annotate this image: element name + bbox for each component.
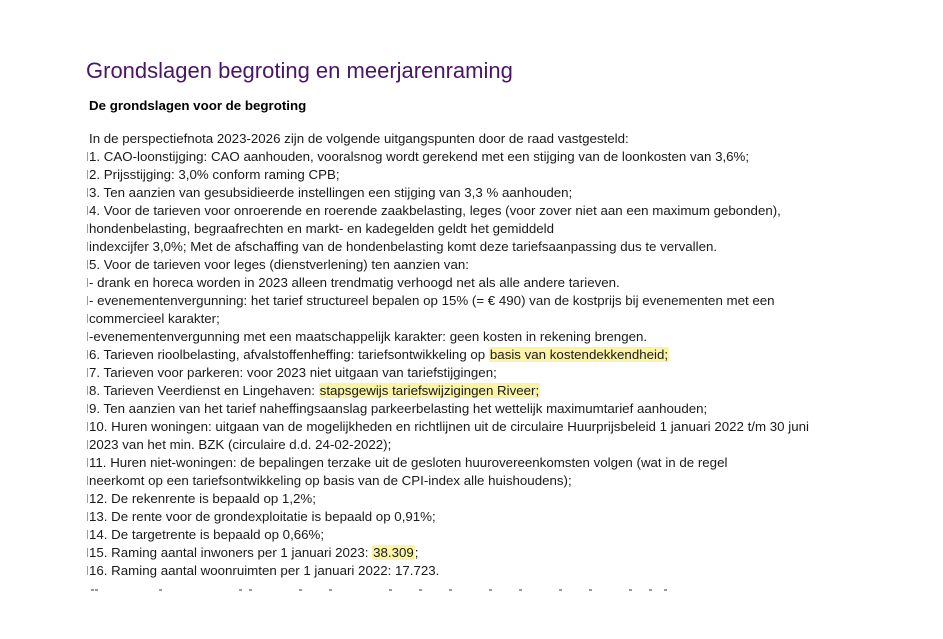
line-text: 2. Prijsstijging: 3,0% conform raming CPB; <box>89 167 340 182</box>
margin-mark <box>87 188 88 197</box>
margin-mark <box>87 206 88 215</box>
margin-mark <box>87 494 88 503</box>
cropped-text-line <box>89 584 669 592</box>
list-line <box>89 382 889 400</box>
margin-mark <box>87 440 88 449</box>
margin-mark <box>87 224 88 233</box>
line-text: 2023 van het min. BZK (circulaire d.d. 24-02-2022); <box>89 437 392 452</box>
margin-mark <box>87 548 88 557</box>
cropped-glyph-fragment <box>91 589 94 591</box>
cropped-glyph-fragment <box>329 589 332 591</box>
list-line <box>89 220 889 238</box>
line-text: 10. Huren woningen: uitgaan van de mogelijkheden en richtlijnen uit de circulaire Huurprijsbeleid 1 januari 2022 t/m 30 juni <box>89 419 809 434</box>
list-line <box>89 508 889 526</box>
list-line <box>89 454 889 472</box>
line-text: commercieel karakter; <box>89 311 220 326</box>
list-line <box>89 274 889 292</box>
margin-mark <box>87 566 88 575</box>
list-line <box>89 562 889 580</box>
list-line <box>89 526 889 544</box>
cropped-glyph-fragment <box>629 589 632 591</box>
line-text: -evenementenvergunning met een maatschappelijk karakter: geen kosten in rekening brengen. <box>89 329 648 344</box>
line-text: 1. CAO-loonstijging: CAO aanhouden, vooralsnog wordt gerekend met een stijging van de loonkosten van 3,6%; <box>89 149 750 164</box>
list-line <box>89 346 889 364</box>
list-line <box>89 328 889 346</box>
section-heading: De grondslagen voor de begroting <box>89 98 307 113</box>
line-text: hondenbelasting, begraafrechten en markt- en kadegelden geldt het gemiddeld <box>89 221 554 236</box>
list-line <box>89 400 889 418</box>
margin-mark <box>87 512 88 521</box>
cropped-glyph-fragment <box>449 589 452 591</box>
line-text: 8. Tarieven Veerdienst en Lingehaven: <box>89 383 319 398</box>
cropped-glyph-fragment <box>299 589 302 591</box>
list-line <box>89 166 889 184</box>
cropped-glyph-fragment <box>419 589 422 591</box>
list-line <box>89 202 889 220</box>
list-line <box>89 472 889 490</box>
line-text: 3. Ten aanzien van gesubsidieerde instellingen een stijging van 3,3 % aanhouden; <box>89 185 573 200</box>
cropped-glyph-fragment <box>519 589 522 591</box>
line-text: 14. De targetrente is bepaald op 0,66%; <box>89 527 325 542</box>
cropped-glyph-fragment <box>249 589 252 591</box>
list-line <box>89 238 889 256</box>
cropped-glyph-fragment <box>239 589 242 591</box>
line-text: 4. Voor de tarieven voor onroerende en roerende zaakbelasting, leges (voor zover niet aan een maximum gebonden), <box>89 203 781 218</box>
margin-mark <box>87 386 88 395</box>
margin-mark <box>87 332 88 341</box>
margin-mark <box>87 296 88 305</box>
margin-mark <box>87 350 88 359</box>
line-text: 16. Raming aantal woonruimten per 1 januari 2022: 17.723. <box>89 563 440 578</box>
cropped-glyph-fragment <box>649 589 652 591</box>
line-text: 9. Ten aanzien van het tarief naheffingsaanslag parkeerbelasting het wettelijk maximumtarief aanhouden; <box>89 401 708 416</box>
line-text: neerkomt op een tariefsontwikkeling op basis van de CPI-index alle huishoudens); <box>89 473 572 488</box>
line-text: 11. Huren niet-woningen: de bepalingen terzake uit de gesloten huurovereenkomsten volgen (wat in de regel <box>89 455 728 470</box>
line-text-suffix: ; <box>414 545 419 560</box>
cropped-glyph-fragment <box>589 589 592 591</box>
line-text: 15. Raming aantal inwoners per 1 januari 2023: <box>89 545 373 560</box>
list-line <box>89 544 889 562</box>
list-line <box>89 256 889 274</box>
margin-mark <box>87 458 88 467</box>
cropped-glyph-fragment <box>559 589 562 591</box>
cropped-glyph-fragment <box>95 589 98 591</box>
margin-mark <box>87 314 88 323</box>
margin-mark <box>87 260 88 269</box>
margin-mark <box>87 152 88 161</box>
document-title: Grondslagen begroting en meerjarenraming <box>86 58 513 83</box>
list-line <box>89 292 889 310</box>
margin-mark <box>87 422 88 431</box>
cropped-glyph-fragment <box>159 589 162 591</box>
cropped-glyph-fragment <box>389 589 392 591</box>
line-text: 5. Voor de tarieven voor leges (dienstverlening) ten aanzien van: <box>89 257 469 272</box>
margin-mark <box>87 530 88 539</box>
intro-paragraph: In de perspectiefnota 2023-2026 zijn de volgende uitgangspunten door de raad vastgesteld: <box>89 131 629 146</box>
line-text: 13. De rente voor de grondexploitatie is bepaald op 0,91%; <box>89 509 436 524</box>
line-text: - drank en horeca worden in 2023 alleen trendmatig verhoogd net als alle andere tarieven. <box>89 275 620 290</box>
highlighted-text: stapsgewijs tariefswijzigingen Riveer; <box>319 383 540 398</box>
margin-mark <box>87 278 88 287</box>
list-line <box>89 418 889 436</box>
list-line <box>89 436 889 454</box>
cropped-glyph-fragment <box>664 589 667 591</box>
list-line <box>89 184 889 202</box>
list-line <box>89 148 889 166</box>
margin-mark <box>87 368 88 377</box>
cropped-glyph-fragment <box>489 589 492 591</box>
margin-mark <box>87 404 88 413</box>
line-text: 12. De rekenrente is bepaald op 1,2%; <box>89 491 316 506</box>
highlighted-text: basis van kostendekkendheid; <box>489 347 669 362</box>
highlighted-text: 38.309 <box>373 545 414 560</box>
line-text: 7. Tarieven voor parkeren: voor 2023 niet uitgaan van tariefstijgingen; <box>89 365 497 380</box>
line-text: - evenementenvergunning: het tarief structureel bepalen op 15% (= € 490) van de kostprijs bij evenementen met een <box>89 293 775 308</box>
margin-mark <box>87 242 88 251</box>
list-line <box>89 310 889 328</box>
line-text: 6. Tarieven rioolbelasting, afvalstoffenheffing: tariefsontwikkeling op <box>89 347 489 362</box>
document-body <box>89 130 889 580</box>
list-line <box>89 364 889 382</box>
margin-mark <box>87 476 88 485</box>
line-text: indexcijfer 3,0%; Met de afschaffing van de hondenbelasting komt deze tariefsaanpassing dus te vervallen. <box>89 239 718 254</box>
margin-mark <box>87 170 88 179</box>
list-line <box>89 490 889 508</box>
